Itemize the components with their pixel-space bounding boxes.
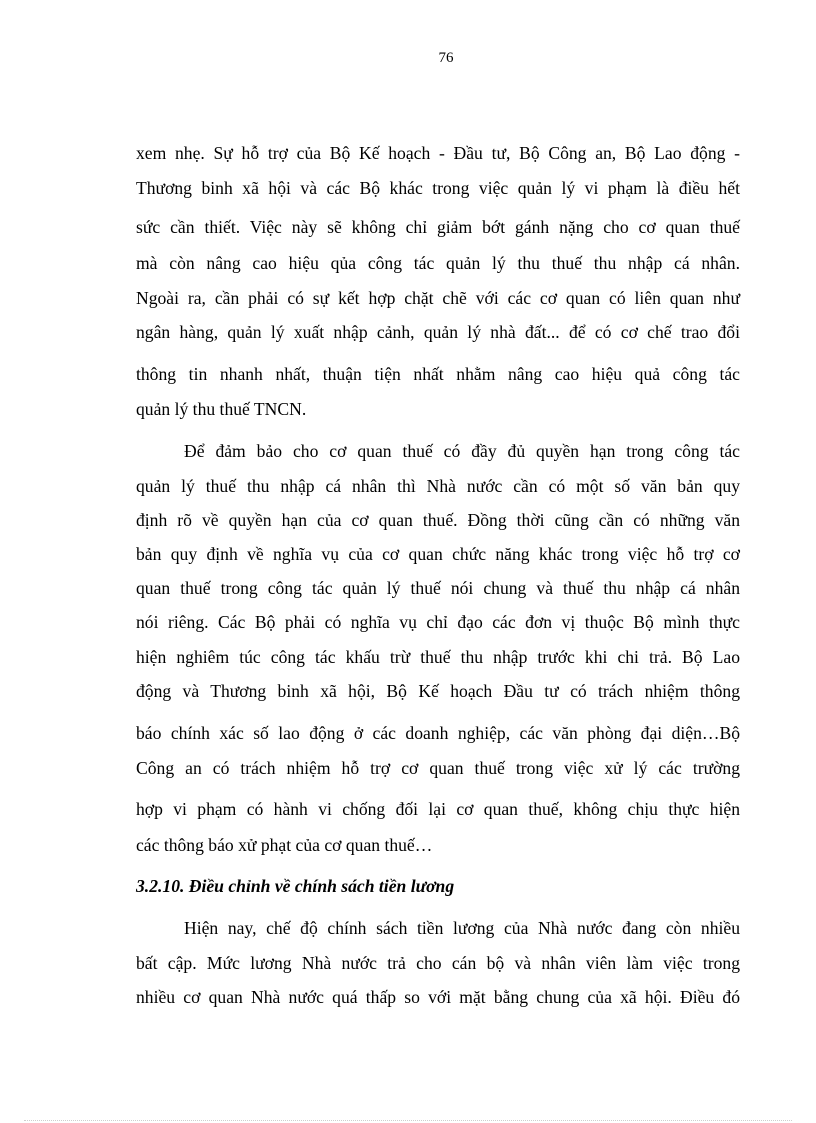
text-line: định rõ về quyền hạn của cơ quan thuế. Đồng thời cũng cần có những văn [136, 510, 740, 530]
text-line: ngân hàng, quản lý xuất nhập cảnh, quản lý nhà đất... để có cơ chế trao đổi [136, 322, 740, 342]
paragraph-first-line: Để đảm bảo cho cơ quan thuế có đầy đủ quyền hạn trong công tác [184, 441, 740, 461]
text-line: bản quy định về nghĩa vụ của cơ quan chức năng khác trong việc hỗ trợ cơ [136, 544, 740, 564]
text-line: báo chính xác số lao động ở các doanh nghiệp, các văn phòng đại diện…Bộ [136, 723, 740, 743]
text-line: xem nhẹ. Sự hỗ trợ của Bộ Kế hoạch - Đầu tư, Bộ Công an, Bộ Lao động - [136, 143, 740, 163]
page-number: 76 [438, 50, 454, 66]
page-bottom-divider [24, 1120, 792, 1121]
text-line: nhiều cơ quan Nhà nước quá thấp so với mặt bằng chung của xã hội. Điều đó [136, 987, 740, 1007]
text-line: quản lý thuế thu nhập cá nhân thì Nhà nước cần có một số văn bản quy [136, 476, 740, 496]
text-line: Công an có trách nhiệm hỗ trợ cơ quan thuế trong việc xử lý các trường [136, 758, 740, 778]
text-line: mà còn nâng cao hiệu qủa công tác quản lý thu thuế thu nhập cá nhân. [136, 253, 740, 273]
text-line: động và Thương binh xã hội, Bộ Kế hoạch Đầu tư có trách nhiệm thông [136, 681, 740, 701]
section-heading: 3.2.10. Điều chỉnh về chính sách tiền lương [136, 876, 455, 896]
text-line: hợp vi phạm có hành vi chống đối lại cơ quan thuế, không chịu thực hiện [136, 799, 740, 819]
text-line: bất cập. Mức lương Nhà nước trả cho cán bộ và nhân viên làm việc trong [136, 953, 740, 973]
text-line: quản lý thu thuế TNCN. [136, 399, 307, 419]
text-line: quan thuế trong công tác quản lý thuế nói chung và thuế thu nhập cá nhân [136, 578, 740, 598]
text-line: hiện nghiêm túc công tác khấu trừ thuế thu nhập trước khi chi trả. Bộ Lao [136, 647, 740, 667]
text-line: Ngoài ra, cần phải có sự kết hợp chặt chẽ với các cơ quan có liên quan như [136, 288, 740, 308]
text-line: thông tin nhanh nhất, thuận tiện nhất nhằm nâng cao hiệu quả công tác [136, 364, 740, 384]
text-line: sức cần thiết. Việc này sẽ không chỉ giảm bớt gánh nặng cho cơ quan thuế [136, 217, 740, 237]
text-line: nói riêng. Các Bộ phải có nghĩa vụ chỉ đạo các đơn vị thuộc Bộ mình thực [136, 612, 740, 632]
paragraph-first-line: Hiện nay, chế độ chính sách tiền lương của Nhà nước đang còn nhiều [184, 918, 740, 938]
text-line: các thông báo xử phạt của cơ quan thuế… [136, 835, 433, 855]
text-line: Thương binh xã hội và các Bộ khác trong việc quản lý vi phạm là điều hết [136, 178, 740, 198]
